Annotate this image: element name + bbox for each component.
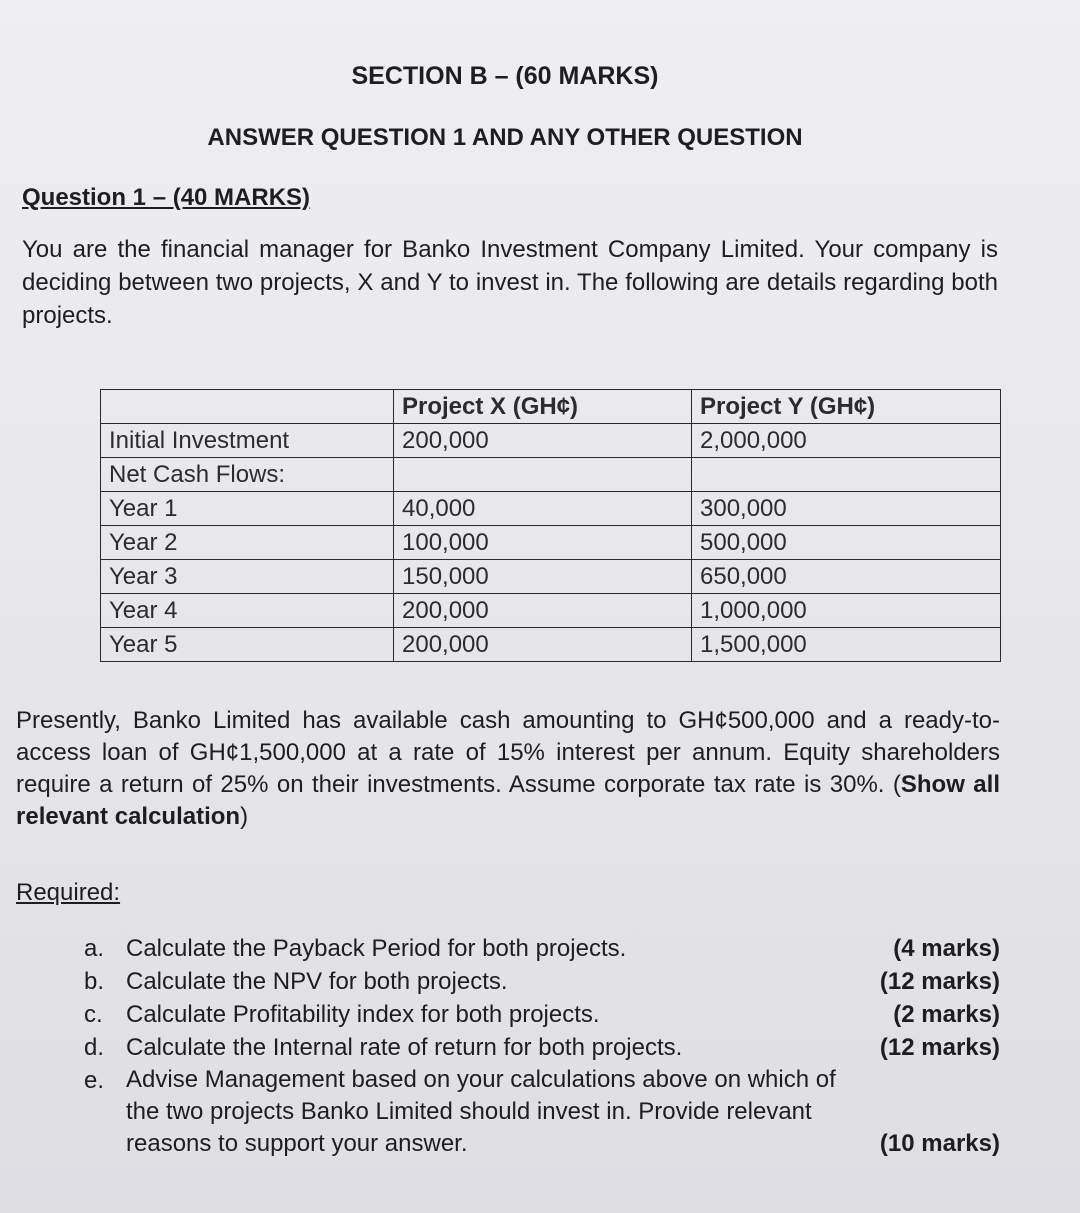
item-text: Calculate the Internal rate of return for both projects. (126, 1034, 683, 1061)
table-header-row (101, 390, 1001, 424)
instruction-text: ANSWER QUESTION 1 AND ANY OTHER QUESTION (207, 124, 803, 151)
table-cell (692, 458, 1001, 492)
financing-paragraph (16, 705, 1000, 833)
item-letter: b. (84, 968, 105, 995)
table-cell: 150,000 (394, 560, 692, 594)
table-cell (394, 458, 692, 492)
list-item (84, 998, 1000, 1031)
table-cell: 40,000 (394, 492, 692, 526)
financing-emphasis: Show all relevant calculation (16, 771, 1000, 830)
table-cell: 200,000 (394, 628, 692, 662)
table-cell: Year 2 (101, 526, 394, 560)
table-header-cell: Project X (GH¢) (394, 390, 692, 424)
table-cell: 200,000 (394, 594, 692, 628)
table-cell: Net Cash Flows: (101, 458, 394, 492)
section-title: SECTION B – (60 MARKS) (351, 62, 659, 90)
table-row (101, 424, 1001, 458)
item-letter: a. (84, 935, 105, 962)
table-row (101, 526, 1001, 560)
table-cell: Year 4 (101, 594, 394, 628)
item-text: Advise Management based on your calculations above on which of the two projects Banko Limited should invest in. Provide relevant reasons to support your answer. (126, 1066, 836, 1157)
item-text: Calculate Profitability index for both projects. (126, 1001, 600, 1028)
item-text: Calculate the Payback Period for both projects. (126, 935, 627, 962)
table-row (101, 594, 1001, 628)
table-cell: Initial Investment (101, 424, 394, 458)
financing-text: Presently, Banko Limited has available cash amounting to GH¢500,000 and a ready-to-access loan of GH¢1,500,000 at a rate of 15% interest per annum. Equity shareholders require a return of 25% on their investments. Assume corporate tax rate is 30%. ( (16, 707, 1000, 798)
table-header-cell (101, 390, 394, 424)
list-item (84, 1031, 1000, 1064)
item-letter: c. (84, 1001, 103, 1028)
table-row (101, 560, 1001, 594)
table-row (101, 458, 1001, 492)
item-marks: (10 marks) (879, 1130, 1000, 1157)
table-cell: 300,000 (692, 492, 1001, 526)
projects-table (100, 389, 1001, 662)
table-cell: 1,500,000 (692, 628, 1001, 662)
item-letter: d. (84, 1034, 105, 1061)
table-cell: Year 1 (101, 492, 394, 526)
table-cell: 2,000,000 (692, 424, 1001, 458)
table-header-cell: Project Y (GH¢) (692, 390, 1001, 424)
list-item (84, 965, 1000, 998)
table-cell: Year 5 (101, 628, 394, 662)
question-heading: Question 1 – (40 MARKS) (22, 184, 311, 211)
required-label: Required: (16, 879, 121, 906)
list-item (84, 932, 1000, 965)
table-row (101, 628, 1001, 662)
item-marks: (12 marks) (879, 968, 1000, 995)
table-cell: 500,000 (692, 526, 1001, 560)
table-cell: 100,000 (394, 526, 692, 560)
required-list (84, 932, 1000, 1160)
item-marks: (12 marks) (879, 1034, 1000, 1061)
item-marks: (4 marks) (893, 935, 1000, 962)
list-item (84, 1064, 1000, 1160)
table-cell: 200,000 (394, 424, 692, 458)
table-cell: Year 3 (101, 560, 394, 594)
intro-paragraph: You are the financial manager for Banko Investment Company Limited. Your company is deciding between two projects, X and Y to invest in. The following are details regarding both projects. (22, 236, 998, 329)
table-row (101, 492, 1001, 526)
item-text: Calculate the NPV for both projects. (126, 968, 508, 995)
table-cell: 1,000,000 (692, 594, 1001, 628)
table-cell: 650,000 (692, 560, 1001, 594)
financing-close: ) (240, 803, 249, 830)
item-marks: (2 marks) (893, 1001, 1000, 1028)
item-letter: e. (84, 1067, 105, 1094)
